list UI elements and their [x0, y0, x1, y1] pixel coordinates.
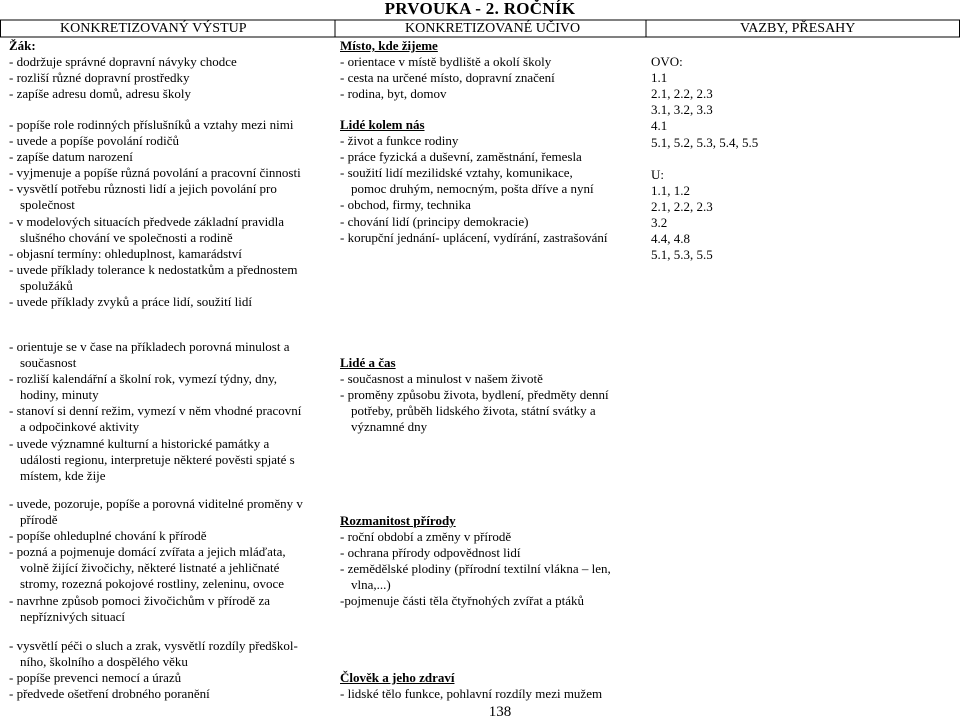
links-item: 4.1: [651, 118, 668, 134]
output-item: současnost: [20, 355, 77, 371]
links-item: 3.2: [651, 215, 668, 231]
content-item: -pojmenuje části těla čtyřnohých zvířat a ptáků: [340, 593, 585, 609]
output-item: spolužáků: [20, 277, 73, 293]
links-column: [651, 38, 811, 263]
links-item: 2.1, 2.2, 2.3: [651, 198, 713, 214]
section-2-outputs: [9, 117, 329, 310]
section-3-content: [340, 355, 640, 435]
output-item: - navrhne způsob pomoci živočichům v přírodě za: [9, 592, 270, 608]
output-item: - popíše prevenci nemocí a úrazů: [9, 670, 182, 686]
section-4-content: [340, 513, 640, 610]
content-item: - orientace v místě bydliště a okolí školy: [340, 54, 552, 70]
content-item: - chování lidí (principy demokracie): [340, 213, 529, 229]
page-number: 138: [488, 704, 512, 720]
content-item: pomoc druhým, nemocným, pošta dříve a nyní: [351, 181, 594, 197]
links-item: 3.1, 3.2, 3.3: [651, 102, 713, 118]
links-item: [651, 38, 811, 54]
links-item: 5.1, 5.2, 5.3, 5.4, 5.5: [651, 134, 759, 150]
links-item: U:: [651, 166, 664, 182]
output-item: - uvede příklady zvyků a práce lidí, soužití lidí: [9, 294, 252, 310]
output-item: přírodě: [20, 512, 58, 528]
output-item: - uvede a popíše povolání rodičů: [9, 133, 180, 149]
section-1-content: [340, 38, 640, 102]
content-item: potřeby, průběh lidského života, státní svátky a: [351, 403, 596, 419]
pupil-label: Žák:: [9, 38, 36, 53]
links-item: [651, 151, 811, 167]
links-item: OVO:: [651, 54, 683, 70]
content-item: - ochrana přírody odpovědnost lidí: [340, 545, 521, 561]
content-heading: Místo, kde žijeme: [340, 38, 438, 53]
content-item: - obchod, firmy, technika: [340, 197, 471, 213]
content-heading: Člověk a jeho zdraví: [340, 670, 455, 685]
output-item: společnost: [20, 197, 75, 213]
content-item: - roční období a změny v přírodě: [340, 529, 512, 545]
output-item: - rozliší různé dopravní prostředky: [9, 70, 190, 86]
content-item: - práce fyzická a duševní, zaměstnání, řemesla: [340, 149, 582, 165]
links-item: 4.4, 4.8: [651, 231, 690, 247]
links-item: 5.1, 5.3, 5.5: [651, 247, 713, 263]
output-item: - stanoví si denní režim, vymezí v něm vhodné pracovní: [9, 403, 302, 419]
content-item: - korupční jednání- uplácení, vydírání, zastrašování: [340, 229, 608, 245]
content-item: významné dny: [351, 419, 428, 435]
section-3-outputs: [9, 339, 329, 484]
content-item: - soužití lidí mezilidské vztahy, komunikace,: [340, 165, 573, 181]
output-item: stromy, rozezná pokojové rostliny, zeleninu, ovoce: [20, 576, 285, 592]
content-item: - cesta na určené místo, dopravní značení: [340, 70, 555, 86]
output-item: - popíše ohleduplné chování k přírodě: [9, 528, 207, 544]
content-item: vlna,...): [351, 577, 391, 593]
output-item: - uvede, pozoruje, popíše a porovná viditelné proměny v: [9, 496, 303, 511]
section-2-content: [340, 117, 640, 246]
content-item: - současnost a minulost v našem životě: [340, 371, 543, 387]
output-item: a odpočinkové aktivity: [20, 419, 140, 435]
links-item: 1.1: [651, 70, 668, 86]
section-5-outputs: [9, 638, 329, 702]
page-title: PRVOUKA - 2. ROČNÍK: [384, 0, 576, 18]
content-heading: Lidé kolem nás: [340, 117, 425, 132]
header-content: KONKRETIZOVANÉ UČIVO: [405, 21, 581, 36]
output-item: - pozná a pojmenuje domácí zvířata a jejich mláďata,: [9, 544, 286, 560]
output-item: události regionu, interpretuje některé pověsti spjaté s: [20, 451, 295, 467]
section-4-outputs: [9, 496, 329, 625]
output-item: - orientuje se v čase na příkladech porovná minulost a: [9, 339, 290, 354]
output-item: ního, školního a dospělého věku: [20, 654, 188, 670]
output-item: hodiny, minuty: [20, 387, 99, 403]
output-item: - předvede ošetření drobného poranění: [9, 686, 210, 702]
output-item: - zapíše adresu domů, adresu školy: [9, 86, 191, 102]
content-item: - lidské tělo funkce, pohlavní rozdíly mezi mužem: [340, 686, 603, 702]
header-output: KONKRETIZOVANÝ VÝSTUP: [60, 21, 247, 36]
content-item: - život a funkce rodiny: [340, 133, 459, 149]
output-item: - zapíše datum narození: [9, 149, 133, 165]
section-5-content: [340, 670, 640, 702]
output-item: - rozliší kalendářní a školní rok, vymezí týdny, dny,: [9, 371, 278, 387]
output-item: - popíše role rodinných příslušníků a vztahy mezi nimi: [9, 117, 294, 132]
output-item: - vysvětlí péči o sluch a zrak, vysvětlí rozdíly předškol-: [9, 638, 298, 653]
header-links: VAZBY, PŘESAHY: [740, 21, 856, 36]
section-1-outputs: [9, 38, 329, 102]
links-item: 2.1, 2.2, 2.3: [651, 86, 713, 102]
content-heading: Rozmanitost přírody: [340, 513, 456, 528]
output-item: místem, kde žije: [20, 467, 106, 483]
links-item: 1.1, 1.2: [651, 182, 690, 198]
output-item: - uvede příklady tolerance k nedostatkům a přednostem: [9, 261, 298, 277]
output-item: volně žijící živočichy, některé listnaté a jehličnaté: [20, 560, 280, 576]
content-item: - proměny způsobu života, bydlení, předměty denní: [340, 387, 609, 403]
output-item: - dodržuje správné dopravní návyky chodce: [9, 54, 237, 70]
output-item: slušného chování ve společnosti a rodině: [20, 229, 233, 245]
content-item: - zemědělské plodiny (přírodní textilní vlákna – len,: [340, 561, 611, 577]
output-item: nepříznivých situací: [20, 608, 126, 624]
output-item: - v modelových situacích předvede základní pravidla: [9, 213, 285, 229]
output-item: - uvede významné kulturní a historické památky a: [9, 435, 270, 451]
content-item: - rodina, byt, domov: [340, 86, 447, 102]
output-item: - objasní termíny: ohleduplnost, kamarádství: [9, 245, 242, 261]
output-item: - vysvětlí potřebu různosti lidí a jejich povolání pro: [9, 181, 277, 197]
content-heading: Lidé a čas: [340, 355, 396, 370]
output-item: - vyjmenuje a popíše různá povolání a pracovní činnosti: [9, 165, 301, 181]
